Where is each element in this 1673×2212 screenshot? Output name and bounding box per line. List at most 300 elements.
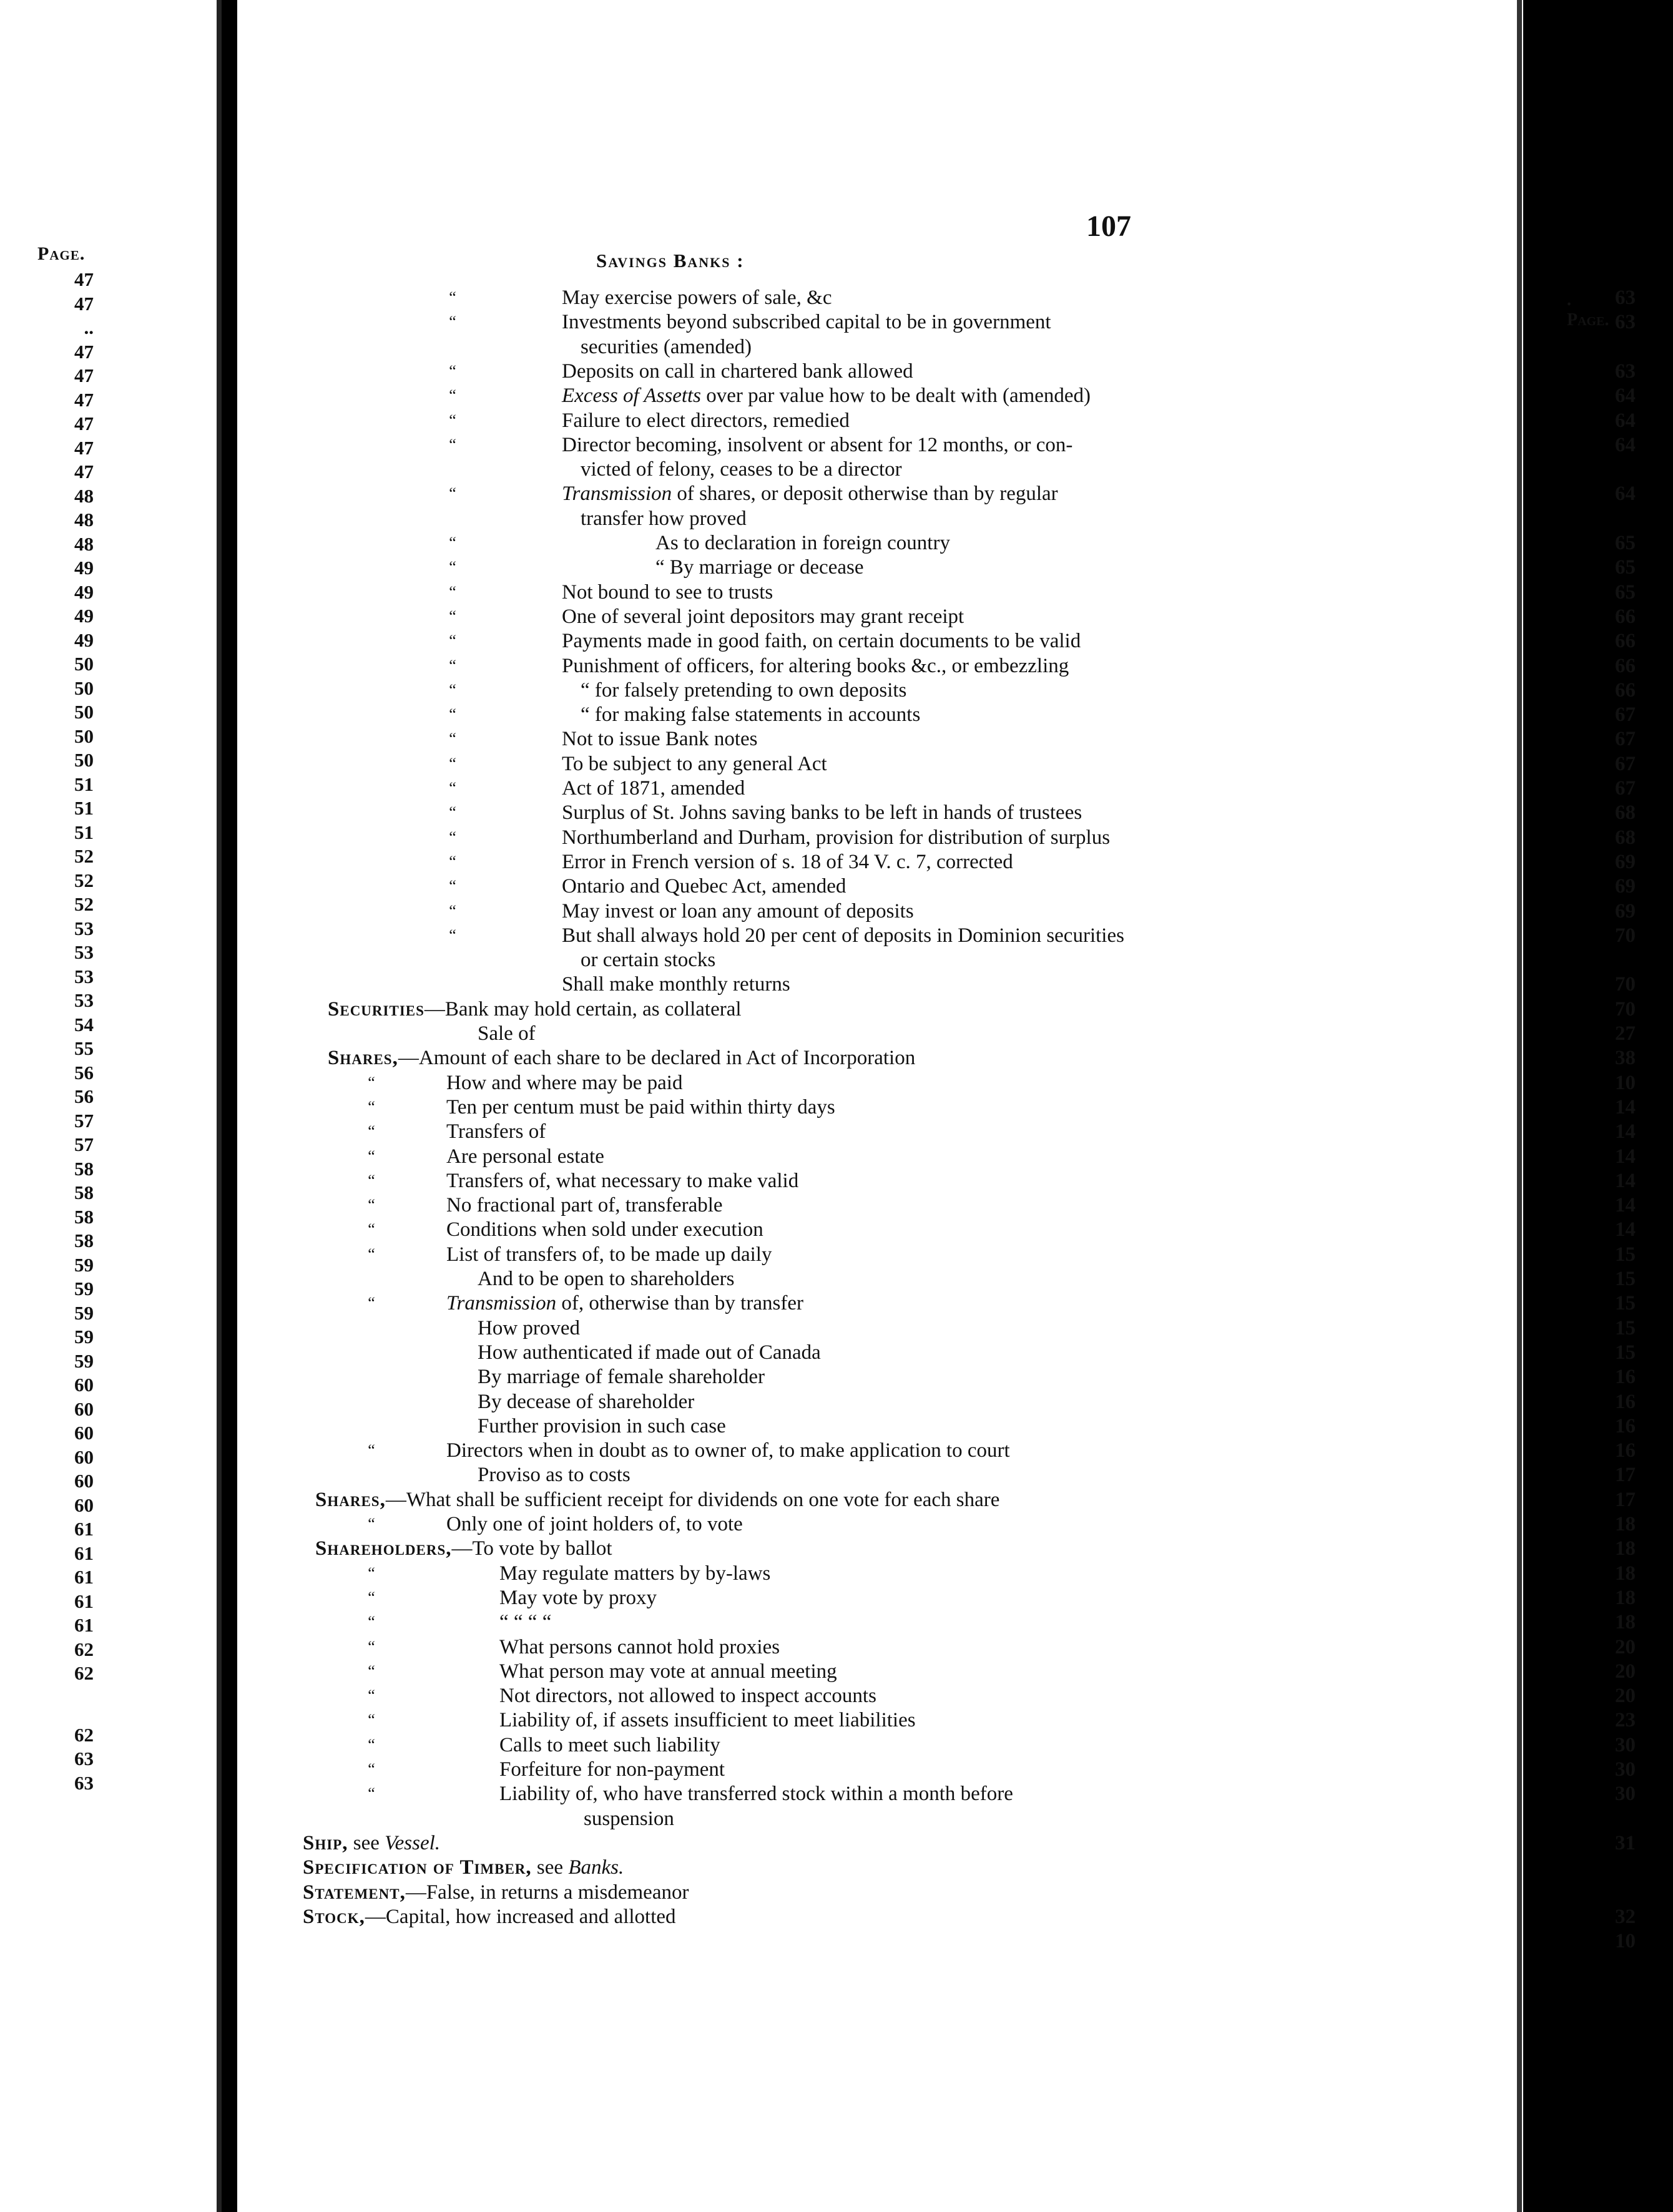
previous-page-number: 60 [74,1374,94,1396]
index-entry [237,1268,1673,1290]
previous-page-number: 49 [74,580,94,603]
entry-text: Only one of joint holders of, to vote [446,1513,743,1535]
ditto-mark: “ [368,1245,375,1263]
previous-page-number: 49 [74,605,94,627]
entry-page-number: 66 [1615,654,1636,677]
entry-text: Stock,—Capital, how increased and allotted [303,1905,676,1928]
index-entry [237,1882,1673,1903]
entry-text: Shall make monthly returns [562,973,790,996]
entry-page-number: 17 [1615,1488,1636,1511]
index-entry [237,1587,1673,1608]
previous-page-number: 62 [74,1638,94,1660]
ditto-mark: “ [449,730,456,748]
entry-text: Shares,—Amount of each share to be declared in Act of Incorporation [328,1047,916,1070]
index-entry [237,778,1673,799]
entry-page-number: 17 [1615,1464,1636,1487]
entry-page-number: 69 [1615,850,1636,873]
entry-text: transfer how proved [581,507,747,530]
entry-page-number: 38 [1615,1047,1636,1070]
previous-page-number: 51 [74,797,94,819]
index-entry [237,1072,1673,1094]
previous-page-number: 61 [74,1542,94,1564]
entry-page-number: 67 [1615,777,1636,800]
previous-page-number: 49 [74,629,94,651]
ditto-mark: “ [368,1711,375,1730]
previous-page-number: 48 [74,509,94,531]
ditto-mark: “ [449,386,456,405]
previous-page-number: 57 [74,1109,94,1132]
entry-page-number: 16 [1615,1366,1636,1389]
entry-page-number: 18 [1615,1586,1636,1609]
entry-page-number: 64 [1615,384,1636,408]
entry-text: Punishment of officers, for altering books &c., or embezzling [562,654,1069,677]
index-entry [237,1146,1673,1167]
index-entry [237,876,1673,897]
previous-page-number: 52 [74,869,94,891]
index-entry [237,1931,1673,1952]
previous-page-number: 61 [74,1590,94,1612]
entry-page-number: 64 [1615,482,1636,506]
index-entry [237,459,1673,480]
index-entry [237,1710,1673,1731]
index-entry [237,1637,1673,1658]
ditto-mark: “ [449,828,456,846]
ditto-mark: “ [368,1220,375,1239]
entry-text: Statement,—False, in returns a misdemeanor [303,1881,689,1904]
ditto-mark: “ [368,1613,375,1632]
previous-page-number: 50 [74,725,94,747]
index-entry [237,1759,1673,1780]
index-entry [237,1833,1673,1854]
previous-page-number: 60 [74,1470,94,1492]
index-entry [237,1514,1673,1535]
ditto-mark: “ [449,705,456,724]
index-entry [237,802,1673,823]
entry-page-number: 70 [1615,997,1636,1020]
ditto-mark: “ [368,1588,375,1607]
entry-page-number: 10 [1615,1930,1636,1953]
index-entry [237,999,1673,1020]
previous-page-number: 60 [74,1446,94,1468]
ditto-mark: “ [449,754,456,773]
index-entry [237,704,1673,725]
entry-text: To be subject to any general Act [562,752,827,775]
entry-text: What persons cannot hold proxies [499,1635,780,1658]
previous-page-number: 59 [74,1278,94,1299]
entry-page-number: 31 [1615,1831,1636,1854]
previous-page-number: 47 [74,268,94,290]
entry-text: Transfers of [446,1120,546,1143]
entry-text: Excess of Assetts over par value how to be dealt with (amended) [562,384,1091,408]
entry-page-number: 14 [1615,1194,1636,1217]
index-entry [237,1170,1673,1192]
ditto-mark: “ [368,1196,375,1215]
entry-text: Are personal estate [446,1145,604,1168]
entry-page-number: 30 [1615,1783,1636,1806]
index-entry [237,434,1673,456]
ditto-mark: “ [449,632,456,650]
index-entry [237,1661,1673,1682]
entry-text: May exercise powers of sale, &c [562,286,832,309]
entry-text: Ontario and Quebec Act, amended [562,875,846,898]
previous-page-number: 63 [74,1748,94,1769]
ditto-mark: “ [368,1122,375,1141]
ditto-mark: “ [449,901,456,920]
ditto-mark: “ [449,779,456,797]
entry-text: Calls to meet such liability [499,1733,720,1756]
entry-text: Not bound to see to trusts [562,580,773,604]
entry-text: Sale of [478,1022,536,1045]
ditto-mark: “ [449,361,456,380]
entry-page-number: 16 [1615,1439,1636,1462]
index-entry [237,1219,1673,1240]
section-heading: Savings Banks : [596,250,745,272]
page-edge [1517,0,1522,2212]
previous-page-number: 60 [74,1422,94,1444]
entry-text: Liability of, who have transferred stock within a month before [499,1783,1013,1806]
previous-page-number: 59 [74,1326,94,1348]
entry-page-number: 68 [1615,801,1636,825]
index-entry [237,508,1673,529]
entry-page-number: 23 [1615,1709,1636,1732]
entry-page-number: 67 [1615,752,1636,775]
index-entry [237,1244,1673,1265]
entry-page-number: 67 [1615,728,1636,751]
previous-page-number: 47 [74,436,94,459]
entry-text: Ten per centum must be paid within thirty days [446,1095,835,1118]
previous-page-number: 58 [74,1157,94,1180]
entry-page-number: 69 [1615,899,1636,922]
previous-page-number: 48 [74,484,94,507]
entry-page-number: 18 [1615,1611,1636,1634]
index-entry [237,925,1673,946]
index-entry [237,1318,1673,1339]
entry-text: securities (amended) [581,335,752,358]
entry-text: But shall always hold 20 per cent of deposits in Dominion securities [562,924,1124,947]
entry-page-number: 18 [1615,1513,1636,1535]
entry-text: Investments beyond subscribed capital to be in government [562,311,1051,334]
previous-page-number: 47 [74,340,94,363]
previous-page-number: 59 [74,1253,94,1276]
entry-text: Error in French version of s. 18 of 34 V. c. 7, corrected [562,850,1013,873]
entry-text: Ship, see Vessel. [303,1831,441,1854]
entry-page-number: 15 [1615,1341,1636,1364]
index-entry [237,311,1673,333]
entry-page-number: 32 [1615,1905,1636,1928]
ditto-mark: “ [368,1171,375,1190]
entry-page-number: 65 [1615,532,1636,554]
index-entry [237,361,1673,382]
index-entry [237,1612,1673,1633]
entry-page-number: 20 [1615,1685,1636,1708]
previous-page-header: Page. [37,243,86,264]
index-entry [237,1366,1673,1387]
entry-text: As to declaration in foreign country [655,532,950,554]
entry-page-number: 18 [1615,1562,1636,1585]
entry-text: How proved [478,1316,581,1339]
previous-page-number: 47 [74,365,94,386]
entry-page-number: 14 [1615,1145,1636,1168]
previous-page-number: 61 [74,1566,94,1588]
index-entry [237,336,1673,358]
index-entry [237,1538,1673,1559]
index-entry [237,483,1673,504]
previous-page-number: 62 [74,1662,94,1684]
entry-text: Shareholders,—To vote by ballot [315,1537,612,1560]
index-entry [237,1735,1673,1756]
entry-page-number: 63 [1615,286,1636,309]
entry-page-number: 65 [1615,580,1636,604]
index-entry [237,1440,1673,1461]
previous-page-number: 55 [74,1037,94,1059]
entry-text: Not to issue Bank notes [562,728,758,751]
ditto-mark: “ [449,607,456,625]
previous-page-number: 52 [74,893,94,915]
index-entry [237,1857,1673,1878]
index-entry [237,1489,1673,1510]
previous-page-number: 50 [74,749,94,771]
index-entry [237,1047,1673,1069]
index-entry [237,1342,1673,1363]
ditto-mark: “ [449,484,456,503]
previous-page-number: 58 [74,1230,94,1251]
entry-text: Liability of, if assets insufficient to meet liabilities [499,1709,916,1732]
entry-page-number: 15 [1615,1243,1636,1266]
previous-page-number: 58 [74,1182,94,1203]
index-entry [237,287,1673,308]
entry-page-number: 30 [1615,1733,1636,1756]
previous-page-number: 60 [74,1494,94,1516]
entry-text: Transmission of shares, or deposit otherwise than by regular [562,482,1058,506]
entry-page-number: 14 [1615,1120,1636,1143]
ditto-mark: “ [449,656,456,675]
entry-text: Conditions when sold under execution [446,1218,763,1241]
ditto-mark: “ [368,1637,375,1656]
ditto-mark: “ [449,313,456,331]
ditto-mark: “ [449,435,456,454]
index-entry [237,851,1673,873]
entry-page-number: 15 [1615,1268,1636,1290]
previous-page-number: 50 [74,677,94,699]
ditto-mark: “ [368,1073,375,1092]
previous-page-number: 58 [74,1205,94,1228]
ditto-mark: “ [449,680,456,699]
index-entry [237,974,1673,995]
entry-text: Not directors, not allowed to inspect accounts [499,1685,876,1708]
previous-page-number: 56 [74,1085,94,1107]
ditto-mark: “ [368,1784,375,1803]
entry-text: Surplus of St. Johns saving banks to be left in hands of trustees [562,801,1082,825]
previous-page-number: 47 [74,461,94,482]
entry-page-number: 66 [1615,630,1636,653]
ditto-mark: “ [449,558,456,577]
entry-page-number: 14 [1615,1095,1636,1118]
previous-page-number: 54 [74,1013,94,1035]
ditto-mark: “ [368,1686,375,1705]
entry-text: “ “ “ “ [499,1611,552,1634]
entry-text: Directors when in doubt as to owner of, to make application to court [446,1439,1010,1462]
previous-page-number: 49 [74,557,94,579]
previous-page-number: 53 [74,941,94,963]
index-entry [237,1783,1673,1804]
entry-text: Transfers of, what necessary to make valid [446,1169,799,1192]
previous-page-number: 60 [74,1397,94,1420]
index-page [237,0,1636,2212]
index-entry [237,1097,1673,1118]
entry-text: “ By marriage or decease [655,556,864,579]
previous-page-number: 50 [74,653,94,675]
previous-page-number: 63 [74,1771,94,1794]
page-column-label: . Page. [1567,290,1609,330]
entry-page-number: 20 [1615,1635,1636,1658]
index-entry [237,1416,1673,1437]
previous-page-number: 57 [74,1133,94,1155]
entry-text: Specification of Timber, see Banks. [303,1856,624,1879]
entry-text: victed of felony, ceases to be a director [581,458,902,481]
index-entry [237,1195,1673,1216]
entry-text: Transmission of, otherwise than by transfer [446,1292,803,1315]
entry-page-number: 16 [1615,1414,1636,1437]
index-entry [237,827,1673,848]
entry-text: May invest or loan any amount of deposits [562,899,914,922]
entry-page-number: 70 [1615,924,1636,947]
previous-page-margin [0,0,222,2212]
entry-page-number: 30 [1615,1758,1636,1781]
entry-text: Northumberland and Durham, provision for distribution of surplus [562,826,1111,849]
entry-text: Shares,—What shall be sufficient receipt for dividends on one vote for each share [315,1488,1000,1511]
previous-page-number: 59 [74,1349,94,1372]
ditto-mark: “ [449,852,456,871]
previous-page-number: 51 [74,773,94,795]
entry-page-number: 69 [1615,875,1636,898]
ditto-mark: “ [449,877,456,896]
index-entry [237,901,1673,922]
ditto-mark: “ [449,411,456,429]
entry-page-number: 66 [1615,605,1636,628]
entry-text: Proviso as to costs [478,1464,630,1487]
entry-page-number: 15 [1615,1316,1636,1339]
index-entry [237,630,1673,652]
entry-page-number: 64 [1615,409,1636,432]
previous-page-number: 47 [74,292,94,315]
ditto-mark: “ [368,1294,375,1313]
entry-text: How and where may be paid [446,1071,683,1094]
index-entry [237,680,1673,701]
entry-text: What person may vote at annual meeting [499,1660,837,1683]
entry-text: Payments made in good faith, on certain documents to be valid [562,630,1081,653]
ditto-mark: “ [368,1661,375,1680]
entry-page-number: 16 [1615,1390,1636,1413]
index-entry [237,753,1673,775]
entry-page-number: 68 [1615,826,1636,849]
index-entry [237,1685,1673,1706]
entry-page-number: 64 [1615,433,1636,456]
index-entry [237,582,1673,603]
entry-text: suspension [584,1807,674,1830]
previous-page-number: 61 [74,1518,94,1540]
entry-text: May vote by proxy [499,1586,657,1609]
entry-text: Act of 1871, amended [562,777,745,800]
entry-text: Forfeiture for non-payment [499,1758,725,1781]
ditto-mark: “ [368,1097,375,1116]
entry-text: And to be open to shareholders [478,1268,735,1290]
entry-page-number: 70 [1615,973,1636,996]
previous-page-number: 52 [74,845,94,867]
entry-page-number: 63 [1615,360,1636,383]
index-entry [237,1391,1673,1412]
ditto-mark: “ [368,1441,375,1460]
index-entry [237,1563,1673,1584]
entry-page-number: 63 [1615,311,1636,334]
previous-page-number: 61 [74,1614,94,1636]
entry-text: “ for making false statements in accounts [581,703,921,727]
index-entry [237,949,1673,971]
ditto-mark: “ [368,1760,375,1778]
entry-text: List of transfers of, to be made up daily [446,1243,772,1266]
ditto-mark: “ [449,803,456,822]
previous-page-number: 59 [74,1301,94,1324]
index-entry [237,1121,1673,1142]
entry-page-number: 66 [1615,678,1636,702]
index-entry [237,385,1673,406]
ditto-mark: “ [368,1147,375,1165]
entry-text: By decease of shareholder [478,1390,695,1413]
entry-text: Failure to elect directors, remedied [562,409,850,432]
index-entry [237,728,1673,750]
entry-page-number: 18 [1615,1537,1636,1560]
previous-page-number: 62 [74,1723,94,1746]
ditto-mark: “ [449,534,456,552]
entry-text: May regulate matters by by-laws [499,1562,771,1585]
entry-text: Deposits on call in chartered bank allowed [562,360,913,383]
previous-page-number: 47 [74,413,94,434]
index-entry [237,1906,1673,1927]
previous-page-number: 51 [74,821,94,843]
index-entry [237,655,1673,677]
entry-text: No fractional part of, transferable [446,1194,723,1217]
entry-page-number: 65 [1615,556,1636,579]
previous-page-number: .. [84,316,94,338]
entry-text: Further provision in such case [478,1414,726,1437]
entry-page-number: 14 [1615,1218,1636,1241]
entry-page-number: 15 [1615,1292,1636,1315]
entry-page-number: 10 [1615,1071,1636,1094]
index-entry [237,410,1673,431]
index-entry [237,1023,1673,1044]
previous-page-number: 48 [74,532,94,555]
index-entry [237,1293,1673,1314]
previous-page-number: 47 [74,388,94,411]
index-entry [237,1808,1673,1829]
entry-page-number: 14 [1615,1169,1636,1192]
entry-text: Securities—Bank may hold certain, as collateral [328,997,742,1020]
ditto-mark: “ [449,926,456,944]
entry-page-number: 67 [1615,703,1636,727]
index-entry [237,532,1673,554]
page-number: 107 [1086,210,1131,243]
entry-page-number: 27 [1615,1022,1636,1045]
ditto-mark: “ [449,582,456,601]
entry-text: Director becoming, insolvent or absent for 12 months, or con- [562,433,1073,456]
ditto-mark: “ [368,1515,375,1533]
entry-text: How authenticated if made out of Canada [478,1341,821,1364]
previous-page-number: 56 [74,1061,94,1084]
entry-page-number: 20 [1615,1660,1636,1683]
index-entry [237,557,1673,578]
entry-text: or certain stocks [581,949,716,972]
ditto-mark: “ [449,288,456,306]
ditto-mark: “ [368,1564,375,1582]
